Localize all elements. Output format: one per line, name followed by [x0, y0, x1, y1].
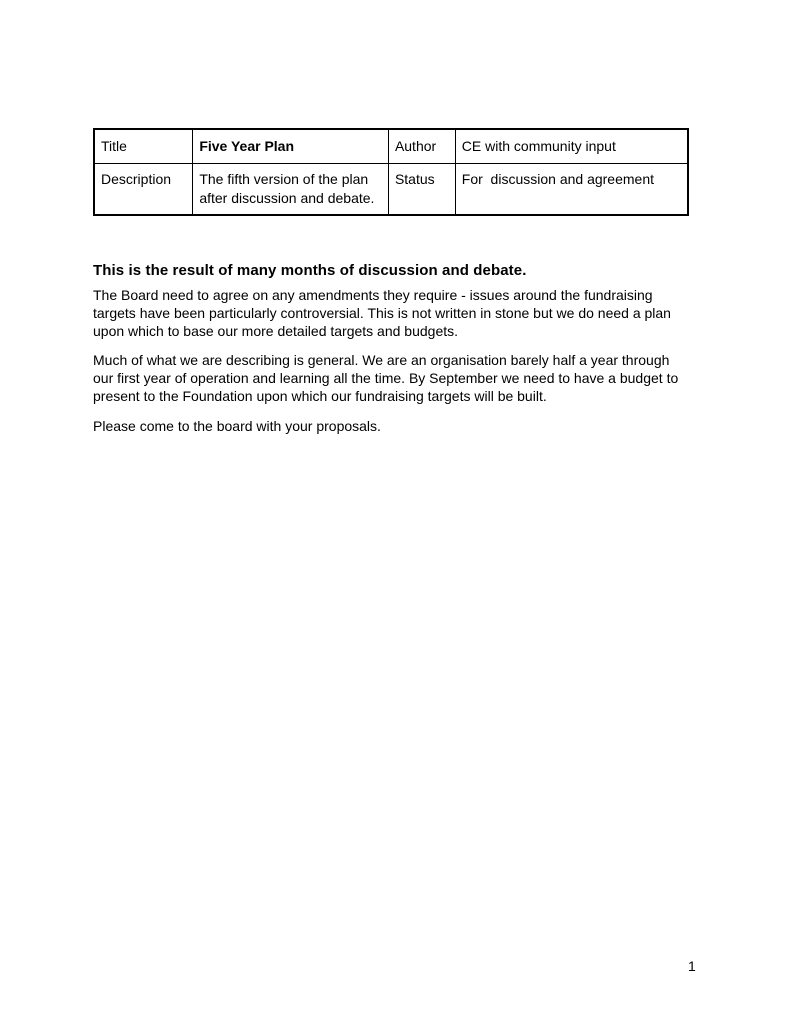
description-line: after discussion and debate.	[199, 189, 375, 206]
author-value: CE with community input	[455, 129, 688, 163]
paragraph-general	[93, 351, 703, 405]
table-row	[94, 129, 688, 163]
paragraph-amendments	[93, 286, 703, 340]
paragraph-line: present to the Foundation upon which our fundraising targets will be built.	[93, 388, 547, 404]
page-number: 1	[688, 958, 696, 974]
table-row	[94, 163, 688, 215]
title-value: Five Year Plan	[193, 129, 389, 163]
paragraph-line: targets have been particularly controversial. This is not written in stone but we do need a plan	[93, 305, 671, 321]
paragraph-proposals: Please come to the board with your proposals.	[93, 418, 381, 434]
description-line: The fifth version of the plan	[199, 170, 369, 187]
section-heading: This is the result of many months of discussion and debate.	[93, 262, 527, 279]
status-label: Status	[388, 163, 455, 215]
title-label: Title	[94, 129, 193, 163]
author-label: Author	[388, 129, 455, 163]
status-value: For discussion and agreement	[455, 163, 688, 215]
description-label: Description	[94, 163, 193, 215]
paragraph-line: Much of what we are describing is general. We are an organisation barely half a year through	[93, 352, 670, 368]
paragraph-line: upon which to base our more detailed targets and budgets.	[93, 323, 459, 339]
document-metadata-table	[93, 128, 689, 216]
paragraph-line: our first year of operation and learning all the time. By September we need to have a budget to	[93, 370, 679, 386]
paragraph-line: The Board need to agree on any amendments they require - issues around the fundraising	[93, 287, 653, 303]
description-value	[193, 163, 389, 215]
